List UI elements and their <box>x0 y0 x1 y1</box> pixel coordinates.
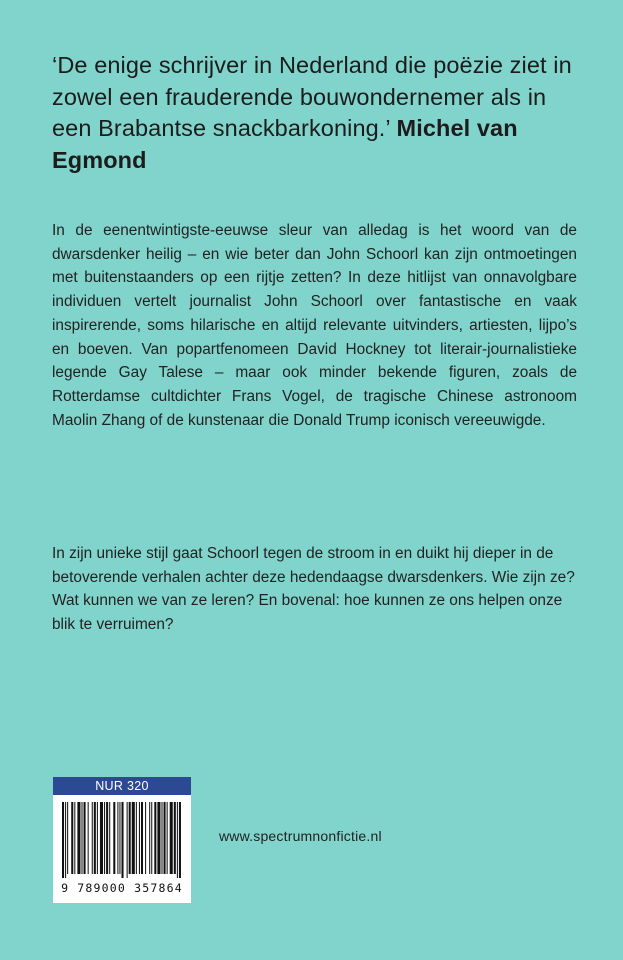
barcode-bar <box>104 802 105 874</box>
barcode-bar <box>170 802 173 874</box>
quote-text: ‘De enige schrijver in Nederland die poëzie ziet in zowel een frauderende bouwondernemer als in een Brabantse snackbarkoning.’ <box>52 52 572 141</box>
barcode-bar <box>119 802 120 874</box>
barcode-bar <box>109 802 110 874</box>
barcode-bar <box>77 802 80 874</box>
barcode-bar <box>164 802 166 874</box>
isbn-number: 9 789000 357864 <box>61 881 183 895</box>
barcode-bar <box>117 802 118 874</box>
barcode-bar <box>81 802 82 874</box>
barcode-bar <box>84 802 86 874</box>
barcode-bar <box>94 802 96 874</box>
barcode-bar <box>127 802 128 878</box>
barcode-bar <box>100 802 103 874</box>
barcode-bar <box>71 802 73 874</box>
barcode-bar <box>149 802 150 874</box>
nur-code: NUR 320 <box>53 777 191 795</box>
barcode-bar <box>151 802 152 874</box>
barcode-bar <box>88 802 89 874</box>
barcode-bar <box>136 802 137 874</box>
blurb-paragraph-2: In zijn unieke stijl gaat Schoorl tegen de stroom in en duikt hij dieper in de betoverende verhalen achter deze hedendaagse dwarsdenkers. Wie zijn ze? Wat kunnen we van ze leren? En bovenal: hoe kunnen ze ons helpen onze blik te verruimen? <box>52 545 575 634</box>
barcode-bar <box>65 802 66 878</box>
barcode-bar <box>179 802 181 878</box>
barcode-bar <box>174 802 176 874</box>
quote-author: Michel van Egmond <box>52 115 518 173</box>
barcode-bar <box>62 802 64 878</box>
barcode-bar <box>145 802 146 874</box>
barcode-bar <box>121 802 123 878</box>
barcode-bar <box>67 802 68 874</box>
blurb-paragraph-1: In de eenentwintigste-eeuwse sleur van alledag is het woord van de dwarsdenker heilig – en wie beter dan John Schoorl kan zijn ontmoetingen met buitenstaanders op een rijtje zetten? In deze hitlijst van onnavolgbare individuen vertelt journalist John Schoorl over fantastische en vaak inspirerende, soms hilarische en altijd relevante uitvinders, artiesten, lijpo’s en boeven. Van popartfenomeen David Hockney tot literair-journalistieke legende Gay Talese – maar ook minder bekende figuren, zoals de Rotterdamse cultdichter Frans Vogel, de tragische Chinese astronoom Maolin Zhang of de kunstenaar die Donald Trump iconisch vereeuwigde. <box>52 222 577 429</box>
barcode-bar <box>97 802 98 874</box>
barcode-bars <box>62 802 182 878</box>
barcode-bar <box>132 802 135 874</box>
publisher-website: www.spectrumnonfictie.nl <box>219 828 382 844</box>
barcode-bar <box>161 802 162 874</box>
barcode-bar <box>177 802 178 878</box>
barcode-bar <box>141 802 143 874</box>
cover-quote <box>52 50 582 176</box>
barcode-bar <box>167 802 168 874</box>
barcode-bar <box>106 802 108 874</box>
barcode-label <box>53 777 191 903</box>
barcode-bar <box>129 802 131 874</box>
barcode-bar <box>92 802 93 874</box>
barcode-bar <box>74 802 75 874</box>
barcode-bar <box>113 802 115 874</box>
barcode-bar <box>154 802 156 874</box>
barcode-bar <box>157 802 160 874</box>
barcode-bar <box>139 802 140 874</box>
